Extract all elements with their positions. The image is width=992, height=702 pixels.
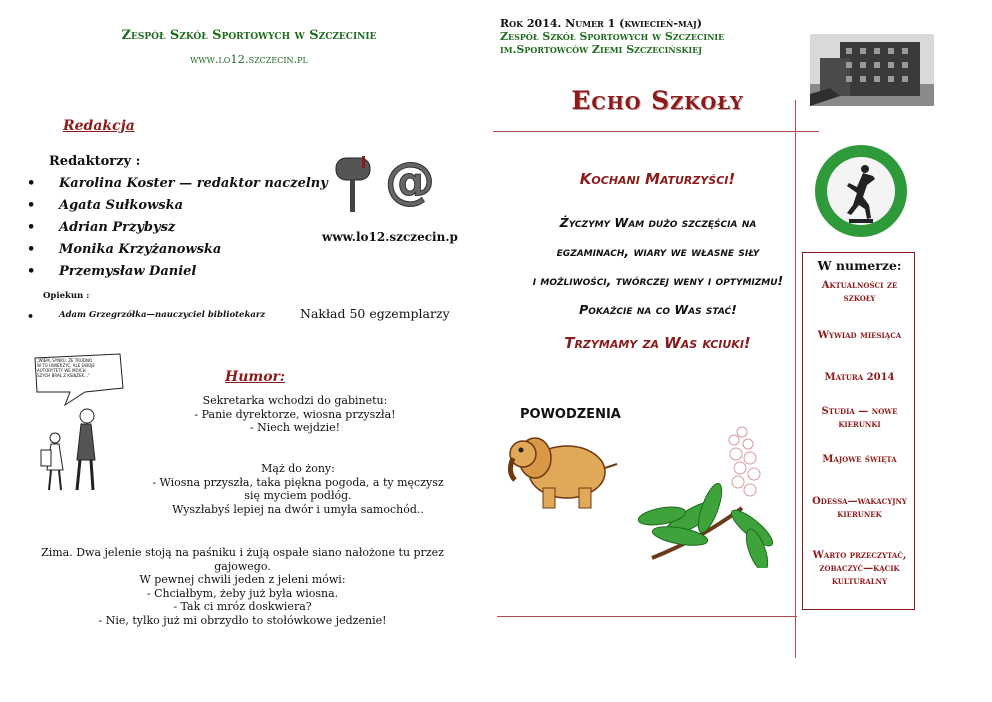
issue-info bbox=[500, 17, 724, 56]
joke-line: Wyszłabyś lepiej na dwór i umyła samochód.. bbox=[172, 502, 424, 516]
divider bbox=[493, 131, 819, 132]
toc-item[interactable]: Studia — nowe kierunki bbox=[821, 406, 898, 430]
wish-line: egzaminach, wiary we własne siły bbox=[556, 244, 760, 259]
joke-line: - Wiosna przyszła, taka piękna pogoda, a ty męczysz się myciem podłóg. bbox=[152, 475, 444, 502]
humor-heading: Humor: bbox=[225, 369, 286, 385]
editor-item: • Przemysław Daniel bbox=[25, 264, 328, 286]
joke bbox=[20, 546, 465, 627]
table-of-contents bbox=[802, 252, 915, 610]
joke-line: - Chciałbym, żeby już była wiosna. bbox=[146, 586, 339, 600]
issue-number: Rok 2014. Numer 1 (kwiecień-maj) bbox=[500, 17, 702, 30]
school-logo bbox=[813, 143, 909, 239]
greeting-heading: Kochani Maturzyści! bbox=[579, 170, 736, 188]
joke-line: - Tak ci mróz doskwiera? bbox=[173, 600, 312, 613]
contact-website[interactable]: www.lo12.szczecin.p bbox=[322, 230, 458, 244]
toc-item[interactable]: Majowe święta bbox=[822, 454, 897, 465]
editors-list bbox=[25, 176, 328, 286]
good-luck-text: POWODZENIA bbox=[520, 407, 621, 422]
editor-item: • Adrian Przybysz bbox=[25, 220, 328, 242]
wish-line: Życzymy Wam dużo szczęścia na bbox=[559, 215, 757, 230]
joke-line: Zima. Dwa jelenie stoją na paśniku i żują ospałe siano nałożone tu przez gajowego. bbox=[41, 546, 444, 573]
svg-text:@: @ bbox=[385, 152, 435, 210]
divider bbox=[497, 616, 797, 617]
print-run: Nakład 50 egzemplarzy bbox=[300, 306, 450, 321]
editor-item: • Monika Krzyżanowska bbox=[25, 242, 328, 264]
joke-line: - Niech wejdzie! bbox=[249, 421, 341, 434]
wish-line: i możliwości, twórczej weny i optymizmu! bbox=[532, 273, 784, 288]
joke-line: - Nie, tylko już mi obrzydło to stołówkowe jedzenie! bbox=[98, 613, 387, 627]
toc-item[interactable]: Aktualności ze szkoły bbox=[821, 280, 898, 304]
guardian-name: • Adam Grzegrzółka—nauczyciel bibliotekarz bbox=[25, 310, 265, 320]
cartoon-caption: „WIEM, SYNKU, ŻE TRUDNO W TO UWIERZYĆ, ALE SWOJE AUTORYTETY WE MOICH SZYCH BRAŁ Z KSIĄŻEK...” bbox=[37, 358, 95, 378]
editor-item: • Karolina Koster — redaktor naczelny bbox=[25, 176, 328, 198]
issue-school: Zespół Szkół Sportowych w Szczecinie bbox=[500, 30, 725, 43]
joke bbox=[148, 462, 448, 516]
editorial-heading: Redakcja bbox=[63, 118, 135, 134]
toc-item[interactable]: Matura 2014 bbox=[824, 372, 895, 383]
toc-item[interactable]: Warto przeczytać, zobaczyć—kącik kulturalny bbox=[812, 550, 907, 587]
issue-patron: im.Sportowców Ziemi Szczecińskiej bbox=[500, 43, 703, 56]
joke-line: Sekretarka wchodzi do gabinetu: bbox=[202, 394, 388, 407]
toc-item[interactable]: Wywiad miesiąca bbox=[817, 330, 902, 341]
joke-line: - Panie dyrektorze, wiosna przyszła! bbox=[194, 407, 396, 421]
newsletter-title: Echo Szkoły bbox=[571, 86, 744, 115]
joke-line: Mąż do żony: bbox=[261, 462, 335, 475]
joke-line: W pewnej chwili jeden z jeleni mówi: bbox=[139, 573, 346, 586]
school-building-photo bbox=[810, 34, 934, 106]
editor-item: • Agata Sułkowska bbox=[25, 198, 328, 220]
joke bbox=[175, 394, 415, 435]
editors-label: Redaktorzy : bbox=[49, 154, 141, 169]
wishes bbox=[498, 208, 818, 324]
wish-line: Pokażcie na co Was stać! bbox=[579, 302, 737, 317]
school-website[interactable]: www.lo12.szczecin.pl bbox=[190, 52, 308, 66]
toc-item[interactable]: Odessa—wakacyjny kierunek bbox=[812, 496, 907, 520]
closing-line: Trzymamy za Was kciuki! bbox=[564, 334, 751, 352]
elephant-illustration bbox=[505, 428, 625, 512]
school-name: Zespół Szkół Sportowych w Szczecinie bbox=[121, 28, 377, 43]
chestnut-flower-illustration bbox=[632, 418, 780, 568]
toc-heading: W numerze: bbox=[817, 258, 902, 273]
guardian-label: Opiekun : bbox=[43, 291, 90, 301]
mailbox-icon bbox=[330, 152, 450, 214]
